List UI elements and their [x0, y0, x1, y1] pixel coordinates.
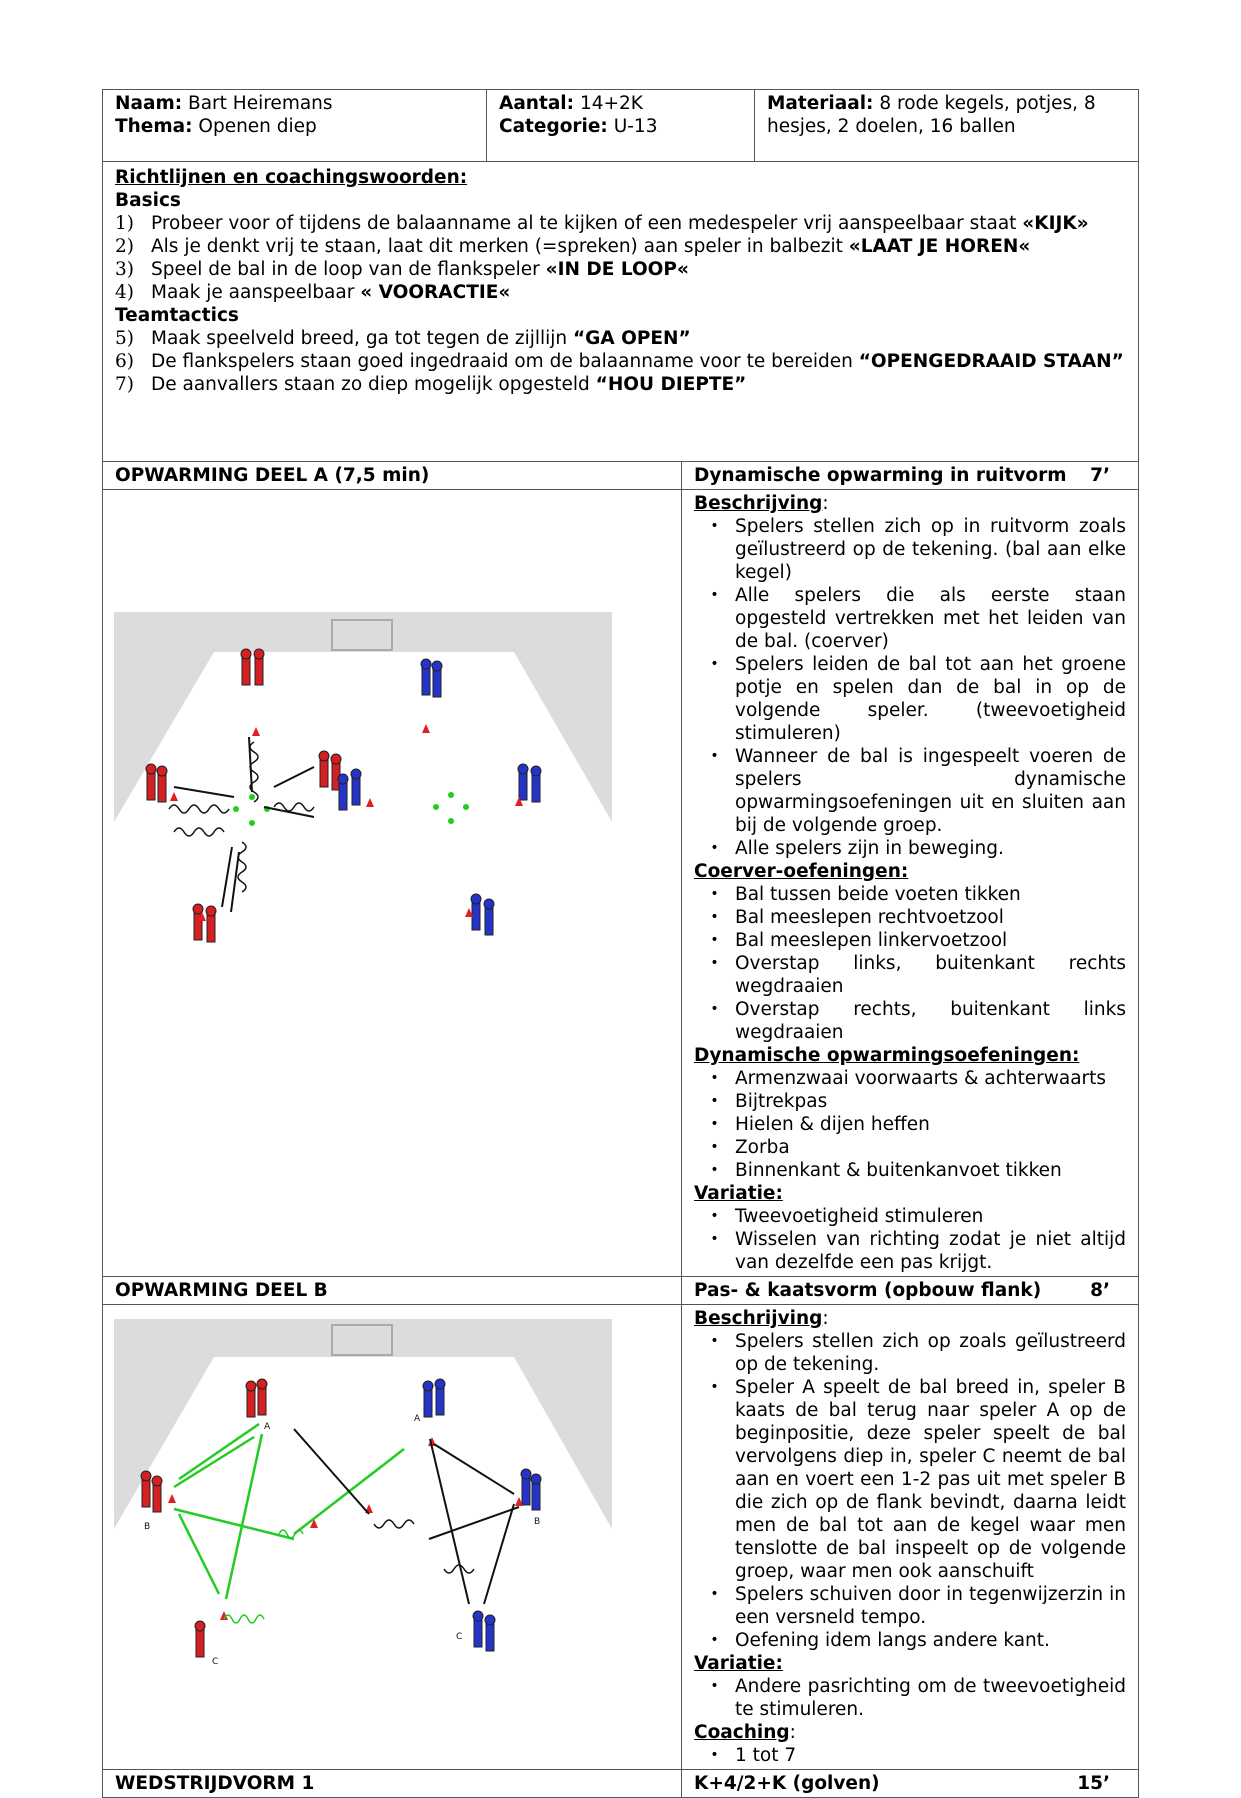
guideline-item [115, 327, 1126, 350]
bullet-item [694, 883, 1126, 906]
section-a-left-title: OPWARMING DEEL A (7,5 min) [103, 462, 682, 490]
section-c-time: 15’ [1077, 1773, 1110, 1794]
guidelines-row [103, 162, 1139, 462]
a-coerver-label: Coerver-oefeningen: [694, 861, 909, 882]
header-row [103, 90, 1139, 162]
section-c-right-header [682, 1770, 1139, 1798]
section-a-text-cell: Beschrijving: • Spelers stellen zich op in ruitvorm zoals geïlustreerd op de tekening. (bal aan elke kegel) • Alle spelers die als eerste staan opgesteld vertrekken met het leiden van de bal. (coerver) • Spelers leiden de bal tot aan het groene potje en spelen dan de bal in op de volgende speler. (tweevoetigheid stimuleren) • Wanneer de bal is ingespeelt voeren de spelers dynamische opwarmingsoefeningen uit en sluiten aan bij de volgende groep. • Alle spelers zijn in beweging. Coerver-oefeningen: • Bal tussen beide voeten tikken • Bal meeslepen rechtvoetzool • Bal meeslepen linkervoetzool • Overstap links, buitenkant rechts wegdraaien • Overstap rechts, buitenkant links wegdraaien Dynamische opwarmingsoefeningen: • Armenzwaai voorwaarts & achterwaarts • Bijtrekpas • Hielen & dijen heffen • Zorba • Binnenkant & buitenkanvoet tikken Variatie: • Tweevoetigheid stimuleren • Wisselen van richting zodat je niet altijd van dezelfde een pas krijgt. [682, 490, 1139, 1277]
bullet-item [694, 1330, 1126, 1376]
bullet-icon: • [710, 1093, 719, 1109]
bullet-text: Bal tussen beide voeten tikken [735, 884, 1021, 905]
a-variatie-label: Variatie: [694, 1183, 783, 1204]
bullet-text: Hielen & dijen heffen [735, 1114, 930, 1135]
bullet-icon: • [710, 1333, 719, 1349]
bullet-text: Spelers leiden de bal tot aan het groene potje en spelen dan de bal in op de volgende speler. (tweevoetigheid stimuleren) [735, 654, 1126, 744]
materiaal-value: 8 rode kegels, potjes, 8 hesjes, 2 doelen, 16 ballen [767, 93, 1096, 137]
coaching-word: «KIJK» [1022, 213, 1089, 234]
section-b-figure-cell [103, 1305, 682, 1770]
bullet-icon: • [710, 1139, 719, 1155]
svg-text:B: B [144, 1522, 151, 1532]
bullet-icon: • [710, 1747, 719, 1763]
bullet-text: Oefening idem langs andere kant. [735, 1630, 1050, 1651]
bullet-item [694, 653, 1126, 745]
basics-title: Basics [115, 190, 181, 211]
guideline-number: 5) [115, 328, 134, 349]
bullet-item [694, 1205, 1126, 1228]
bullet-item [694, 515, 1126, 584]
guideline-item [115, 212, 1126, 235]
bullet-item [694, 1113, 1126, 1136]
bullet-text: Bal meeslepen linkervoetzool [735, 930, 1008, 951]
a-beschrijving-label: Beschrijving [694, 493, 823, 514]
guideline-text: Speel de bal in de loop van de flankspeler [151, 259, 546, 280]
guideline-number: 1) [115, 213, 134, 234]
b-variatie-list [694, 1675, 1126, 1721]
coaching-word: “GA OPEN” [573, 328, 691, 349]
a-beschrijving-list [694, 515, 1126, 860]
categorie-label: Categorie: [499, 116, 608, 137]
bullet-text: Zorba [735, 1137, 790, 1158]
bullet-item [694, 1675, 1126, 1721]
session-plan [102, 89, 1138, 1798]
bullet-text: Alle spelers die als eerste staan opgesteld vertrekken met het leiden van de bal. (coerver) [735, 585, 1126, 652]
bullet-icon: • [710, 1070, 719, 1086]
guideline-text: Maak je aanspeelbaar [151, 282, 361, 303]
section-a-content [103, 490, 1139, 1277]
guideline-text-wrap [151, 212, 1126, 235]
bullet-text: Speler A speelt de bal breed in, speler B kaats de bal terug naar speler A op de beginpositie, deze speler speelt de bal vervolgens diep in, speler C neemt de bal aan en voert een 1-2 pas uit met speler B die zich op de flank bevindt, daarna leidt men de bal tot aan de kegel waar men tenslotte de bal inspeelt op de volgende groep, waar men ook aanschuift [735, 1377, 1126, 1582]
bullet-item [694, 1744, 1126, 1767]
bullet-text: Alle spelers zijn in beweging. [735, 838, 1004, 859]
guideline-text-wrap [151, 258, 1126, 281]
bullet-item [694, 1090, 1126, 1113]
guideline-item [115, 235, 1126, 258]
bullet-item [694, 584, 1126, 653]
bullet-icon: • [710, 955, 719, 971]
svg-text:A: A [414, 1414, 421, 1424]
bullet-text: Spelers stellen zich op zoals geïlustreerd op de tekening. [735, 1331, 1126, 1375]
guideline-text-wrap [151, 281, 1126, 304]
bullet-icon: • [710, 656, 719, 672]
bullet-icon: • [710, 1001, 719, 1017]
diamond-drill-diagram [114, 612, 612, 996]
materiaal-label: Materiaal: [767, 93, 874, 114]
aantal-label: Aantal: [499, 93, 575, 114]
section-a-header [103, 462, 1139, 490]
guideline-number: 6) [115, 351, 134, 372]
bullet-text: Wanneer de bal is ingespeelt voeren de spelers dynamische opwarmingsoefeningen uit en sluiten aan bij de volgende groep. [735, 746, 1126, 836]
bullet-icon: • [710, 932, 719, 948]
coaching-word: «IN DE LOOP« [545, 259, 689, 280]
bullet-text: Binnenkant & buitenkanvoet tikken [735, 1160, 1062, 1181]
bullet-icon: • [710, 1208, 719, 1224]
bullet-icon: • [710, 1116, 719, 1132]
thema-label: Thema: [115, 116, 193, 137]
guideline-text: De aanvallers staan zo diep mogelijk opgesteld [151, 374, 596, 395]
naam-value: Bart Heiremans [188, 93, 333, 114]
section-a-right-title: Dynamische opwarming in ruitvorm [694, 465, 1067, 486]
svg-text:C: C [212, 1657, 219, 1667]
bullet-item [694, 1629, 1126, 1652]
a-dynamisch-label: Dynamische opwarmingsoefeningen: [694, 1045, 1080, 1066]
guideline-item [115, 373, 1126, 396]
bullet-icon: • [710, 1586, 719, 1602]
bullet-item [694, 837, 1126, 860]
guideline-item [115, 350, 1126, 373]
bullet-text: Spelers schuiven door in tegenwijzerzin in een versneld tempo. [735, 1584, 1126, 1628]
section-b-right-title: Pas- & kaatsvorm (opbouw flank) [694, 1280, 1042, 1301]
coaching-word: “HOU DIEPTE” [595, 374, 747, 395]
section-a-right-header [682, 462, 1139, 490]
header-count-cell [487, 90, 755, 162]
field-foreground-b [114, 1529, 612, 1699]
a-dynamisch-list [694, 1067, 1126, 1182]
guideline-number: 4) [115, 282, 134, 303]
section-a-figure-cell [103, 490, 682, 1277]
bullet-text: Overstap links, buitenkant rechts wegdraaien [735, 953, 1126, 997]
bullet-icon: • [710, 1162, 719, 1178]
bullet-icon: • [710, 909, 719, 925]
bullet-text: 1 tot 7 [735, 1745, 797, 1766]
header-name-cell [103, 90, 487, 162]
bullet-item [694, 745, 1126, 837]
flank-drill-diagram [114, 1319, 612, 1699]
naam-label: Naam: [115, 93, 183, 114]
bullet-text: Armenzwaai voorwaarts & achterwaarts [735, 1068, 1107, 1089]
bullet-text: Spelers stellen zich op in ruitvorm zoals geïlustreerd op de tekening. (bal aan elke kegel) [735, 516, 1126, 583]
b-coaching-label: Coaching [694, 1722, 790, 1743]
bullet-item [694, 1376, 1126, 1583]
thema-value: Openen diep [198, 116, 317, 137]
guideline-item [115, 281, 1126, 304]
bullet-text: Wisselen van richting zodat je niet altijd van dezelfde een pas krijgt. [735, 1229, 1126, 1273]
bullet-icon: • [710, 1678, 719, 1694]
teamtactics-title: Teamtactics [115, 305, 239, 326]
categorie-value: U-13 [613, 116, 658, 137]
guideline-text: De flankspelers staan goed ingedraaid om de balaanname voor te bereiden [151, 351, 859, 372]
teamtactics-list [115, 327, 1126, 396]
b-beschrijving-list [694, 1330, 1126, 1652]
bullet-icon: • [710, 840, 719, 856]
a-coerver-list [694, 883, 1126, 1044]
bullet-item [694, 1136, 1126, 1159]
section-c-header [103, 1770, 1139, 1798]
bullet-icon: • [710, 886, 719, 902]
coaching-word: « VOORACTIE« [360, 282, 511, 303]
b-variatie-label: Variatie: [694, 1653, 783, 1674]
a-variatie-list [694, 1205, 1126, 1274]
section-b-content [103, 1305, 1139, 1770]
bullet-text: Andere pasrichting om de tweevoetigheid te stimuleren. [735, 1676, 1126, 1720]
section-b-text-cell: Beschrijving: • Spelers stellen zich op zoals geïlustreerd op de tekening. • Speler A speelt de bal breed in, speler B kaats de bal terug naar speler A op de beginpositie, deze speler speelt de bal vervolgens diep in, speler C neemt de bal aan en voert een 1-2 pas uit met speler B die zich op de flank bevindt, daarna leidt men de bal tot aan de kegel waar men tenslotte de bal inspeelt op de volgende groep, waar men ook aanschuift • Spelers schuiven door in tegenwijzerzin in een versneld tempo. • Oefening idem langs andere kant. Variatie: • Andere pasrichting om de tweevoetigheid te stimuleren. Coaching: • 1 tot 7 [682, 1305, 1139, 1770]
bullet-icon: • [710, 1632, 719, 1648]
coaching-word: “OPENGEDRAAID STAAN” [858, 351, 1124, 372]
bullet-text: Bal meeslepen rechtvoetzool [735, 907, 1004, 928]
guideline-text-wrap [151, 327, 1126, 350]
bullet-text: Bijtrekpas [735, 1091, 828, 1112]
b-beschrijving-label: Beschrijving [694, 1308, 823, 1329]
field-foreground [114, 822, 612, 996]
guideline-text-wrap [151, 350, 1126, 373]
section-b-left-title: OPWARMING DEEL B [103, 1277, 682, 1305]
section-b-right-header [682, 1277, 1139, 1305]
guidelines-cell [103, 162, 1139, 462]
svg-text:B: B [534, 1517, 541, 1527]
guideline-text: Maak speelveld breed, ga tot tegen de zijllijn [151, 328, 574, 349]
guidelines-title: Richtlijnen en coachingswoorden: [115, 167, 468, 188]
guideline-text-wrap [151, 373, 1126, 396]
section-b-header [103, 1277, 1139, 1305]
bullet-icon: • [710, 748, 719, 764]
bullet-item [694, 1583, 1126, 1629]
bullet-item [694, 1228, 1126, 1274]
section-c-right-title: K+4/2+K (golven) [694, 1773, 880, 1794]
section-c-left-title: WEDSTRIJDVORM 1 [103, 1770, 682, 1798]
bullet-icon: • [710, 518, 719, 534]
guideline-number: 2) [115, 236, 134, 257]
guideline-number: 7) [115, 374, 134, 395]
guideline-text: Als je denkt vrij te staan, laat dit merken (=spreken) aan speler in balbezit [151, 236, 849, 257]
bullet-icon: • [710, 1379, 719, 1395]
session-table [102, 89, 1139, 1798]
bullet-icon: • [710, 587, 719, 603]
section-a-time: 7’ [1090, 465, 1110, 486]
guideline-item [115, 258, 1126, 281]
bullet-text: Overstap rechts, buitenkant links wegdraaien [735, 999, 1126, 1043]
bullet-text: Tweevoetigheid stimuleren [735, 1206, 984, 1227]
bullet-item [694, 952, 1126, 998]
svg-text:C: C [456, 1632, 463, 1642]
guideline-text-wrap [151, 235, 1126, 258]
section-b-time: 8’ [1090, 1280, 1110, 1301]
basics-list [115, 212, 1126, 304]
svg-text:A: A [264, 1422, 271, 1432]
guideline-text: Probeer voor of tijdens de balaanname al te kijken of een medespeler vrij aanspeelbaar staat [151, 213, 1023, 234]
coaching-word: «LAAT JE HOREN« [848, 236, 1031, 257]
bullet-item [694, 998, 1126, 1044]
header-material-cell [755, 90, 1139, 162]
bullet-icon: • [710, 1231, 719, 1247]
b-coaching-list [694, 1744, 1126, 1767]
bullet-item [694, 906, 1126, 929]
bullet-item [694, 929, 1126, 952]
bullet-item [694, 1159, 1126, 1182]
guideline-number: 3) [115, 259, 134, 280]
bullet-item [694, 1067, 1126, 1090]
aantal-value: 14+2K [579, 93, 643, 114]
